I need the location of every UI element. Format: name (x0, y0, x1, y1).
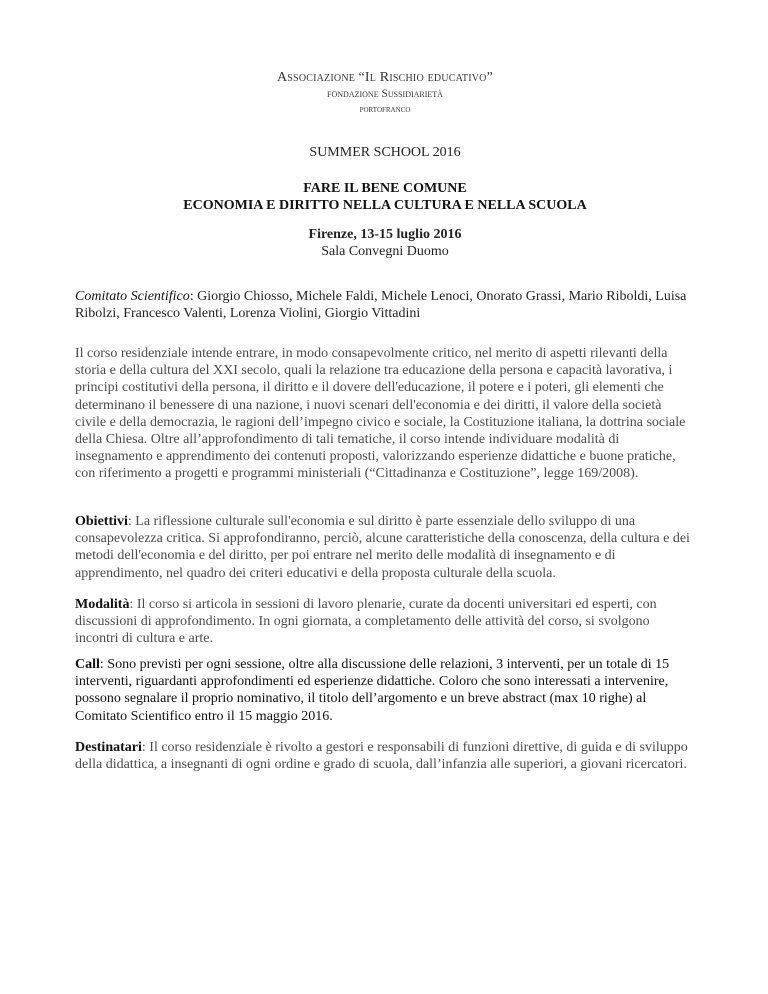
call-text: : Sono previsti per ogni sessione, oltre alla discussione delle relazioni, 3 interventi, per un totale di 15 interventi, riguardanti approfondimenti ed esperienze didattiche. Coloro che sono interessati a intervenire, possono segnalare il proprio nominativo, il titolo dell’argomento e un breve abstract (max 10 righe) al Comitato Scientifico entro il 15 maggio 2016. (75, 657, 670, 724)
organizer-line-association (75, 68, 695, 86)
organizer-line-foundation: fondazione Sussidiarietà (327, 88, 443, 100)
event-title-line-1: FARE IL BENE COMUNE (303, 181, 467, 196)
committee-paragraph (75, 288, 695, 322)
committee-label: Comitato Scientifico (75, 289, 190, 304)
destinatari-label: Destinatari (75, 740, 142, 755)
association-name: “Il Rischio educativo” (358, 70, 494, 85)
event-date: Firenze, 13-15 luglio 2016 (308, 227, 462, 242)
event-series: SUMMER SCHOOL 2016 (309, 145, 461, 160)
committee-members: Giorgio Chiosso, Michele Faldi, Michele Lenoci, Onorato Grassi, Mario Riboldi, Luisa Ribolzi, Francesco Valenti, Lorenza Violini, Giorgio Vittadini (75, 289, 687, 322)
modalita-text: : Il corso si articola in sessioni di lavoro plenarie, curate da docenti universitari ed esperti, con discussioni di approfondimento. In ogni giornata, a completamento delle attività del corso, si svolgono incontri di cultura e arte. (75, 597, 657, 647)
organizer-header (75, 68, 695, 118)
modalita-paragraph (75, 596, 695, 648)
obiettivi-label: Obiettivi (75, 514, 128, 529)
call-label: Call (75, 657, 100, 672)
event-venue: Sala Convegni Duomo (321, 244, 449, 259)
obiettivi-paragraph (75, 513, 695, 582)
call-paragraph (75, 656, 695, 725)
destinatari-paragraph (75, 739, 695, 773)
destinatari-text: : Il corso residenziale è rivolto a gestori e responsabili di funzioni direttive, di guida e di sviluppo della didattica, a insegnanti di ogni ordine e grado di scuola, dall’infanzia alle superiori, a giovani ricercatori. (75, 740, 688, 773)
intro-paragraph: Il corso residenziale intende entrare, in modo consapevolmente critico, nel merito di aspetti rilevanti della storia e della cultura del XXI secolo, quali la relazione tra educazione della persona e capacità lavorativa, i principi costitutivi della persona, il diritto e il dovere dell'educazione, il potere e i poteri, gli elementi che determinano il benessere di una nazione, i nuovi scenari dell'economia e dei diritti, il valore della società civile e della democrazia, le ragioni dell’impegno civico e sociale, la Costituzione italiana, la dottrina sociale della Chiesa. Oltre all’approfondimento di tali tematiche, il corso intende individuare modalità di insegnamento e apprendimento dei contenuti proposti, valorizzando esperienze didattiche e buone pratiche, con riferimento a progetti e programmi ministeriali (“Cittadinanza e Costituzione”, legge 169/2008). (75, 346, 686, 482)
committee-separator: : (189, 289, 194, 304)
event-title (75, 180, 695, 214)
event-title-line-2: ECONOMIA E DIRITTO NELLA CULTURA E NELLA SCUOLA (183, 198, 587, 213)
modalita-label: Modalità (75, 597, 130, 612)
obiettivi-text: : La riflessione culturale sull'economia e sul diritto è parte essenziale dello sviluppo di una consapevolezza critica. Si approfondiranno, perciò, alcune caratteristiche della conoscenza, della cultura e dei metodi dell'economia e del diritto, per poi entrare nel merito delle modalità di insegnamento e di apprendimento, nel quadro dei criteri educativi e della proposta culturale della scuola. (75, 514, 690, 581)
event-location (75, 226, 695, 260)
organizer-line-portofranco: portofranco (359, 104, 411, 115)
association-label: Associazione (276, 70, 356, 85)
